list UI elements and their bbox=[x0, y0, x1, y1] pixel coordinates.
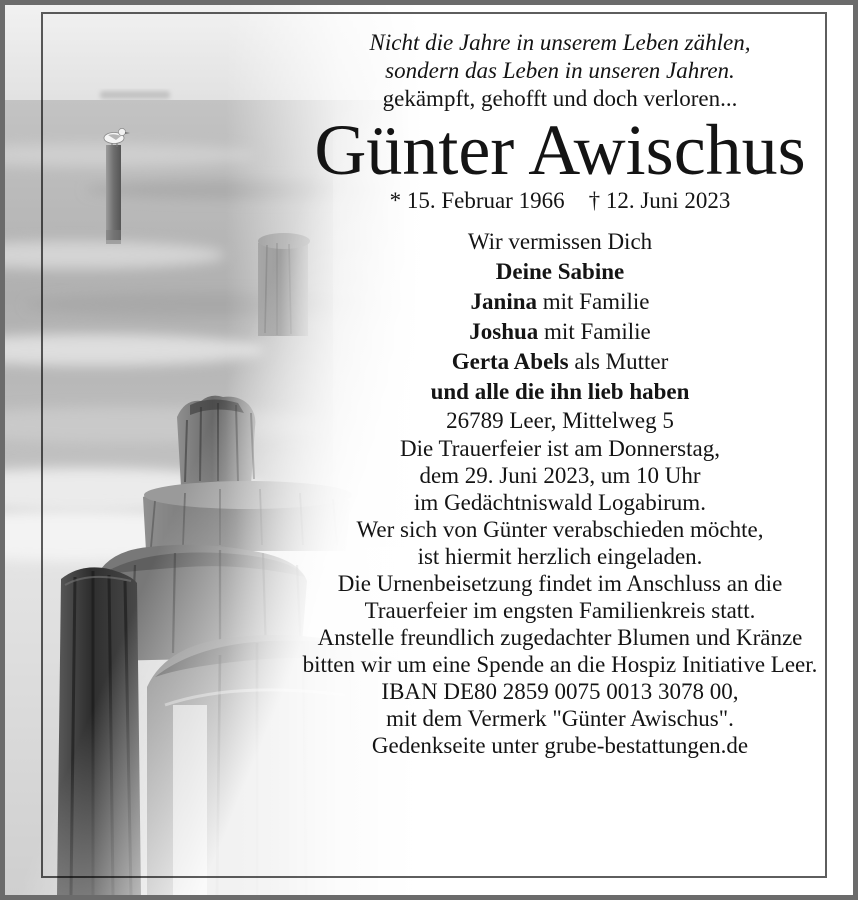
funeral-line: ist hiermit herzlich eingeladen. bbox=[417, 544, 703, 569]
donation-info bbox=[288, 624, 832, 732]
mourner-line: Janina mit Familie bbox=[470, 289, 650, 314]
funeral-line: Die Trauerfeier ist am Donnerstag, bbox=[399, 436, 720, 461]
funeral-info bbox=[288, 435, 832, 570]
funeral-line: im Gedächtniswald Logabirum. bbox=[414, 490, 706, 515]
life-dates bbox=[288, 187, 832, 215]
address-line: 26789 Leer, Mittelweg 5 bbox=[446, 408, 674, 433]
intro-line: gekämpft, gehofft und doch verloren... bbox=[382, 86, 738, 111]
notice-text-column bbox=[288, 12, 832, 759]
mourners-list bbox=[288, 227, 832, 407]
death-date: † 12. Juni 2023 bbox=[588, 188, 731, 213]
mourners-heading: Wir vermissen Dich bbox=[467, 229, 653, 254]
epigraph-line-1: Nicht die Jahre in unserem Leben zählen, bbox=[369, 30, 751, 55]
mourner-line: Deine Sabine bbox=[495, 259, 625, 284]
funeral-line: Wer sich von Günter verabschieden möchte, bbox=[356, 517, 764, 542]
epigraph-line-2: sondern das Leben in unseren Jahren. bbox=[385, 58, 735, 83]
urn-line: Die Urnenbeisetzung findet im Anschluss an die bbox=[337, 571, 783, 596]
donation-line: mit dem Vermerk "Günter Awischus". bbox=[386, 706, 734, 731]
mourner-line: und alle die ihn lieb haben bbox=[430, 379, 690, 404]
donation-line: bitten wir um eine Spende an die Hospiz Initiative Leer. bbox=[302, 652, 818, 677]
birth-date: * 15. Februar 1966 bbox=[389, 188, 565, 213]
urn-burial-info bbox=[288, 570, 832, 624]
funeral-line: dem 29. Juni 2023, um 10 Uhr bbox=[419, 463, 701, 488]
mourner-line: Gerta Abels als Mutter bbox=[451, 349, 669, 374]
donation-line: Anstelle freundlich zugedachter Blumen und Kränze bbox=[317, 625, 803, 650]
donation-line: IBAN DE80 2859 0075 0013 3078 00, bbox=[381, 679, 739, 704]
memorial-site-line: Gedenkseite unter grube-bestattungen.de bbox=[371, 733, 749, 758]
mourner-line: Joshua mit Familie bbox=[469, 319, 651, 344]
urn-line: Trauerfeier im engsten Familienkreis statt. bbox=[364, 598, 756, 623]
epigraph bbox=[288, 29, 832, 85]
deceased-name: Günter Awischus bbox=[314, 110, 806, 190]
